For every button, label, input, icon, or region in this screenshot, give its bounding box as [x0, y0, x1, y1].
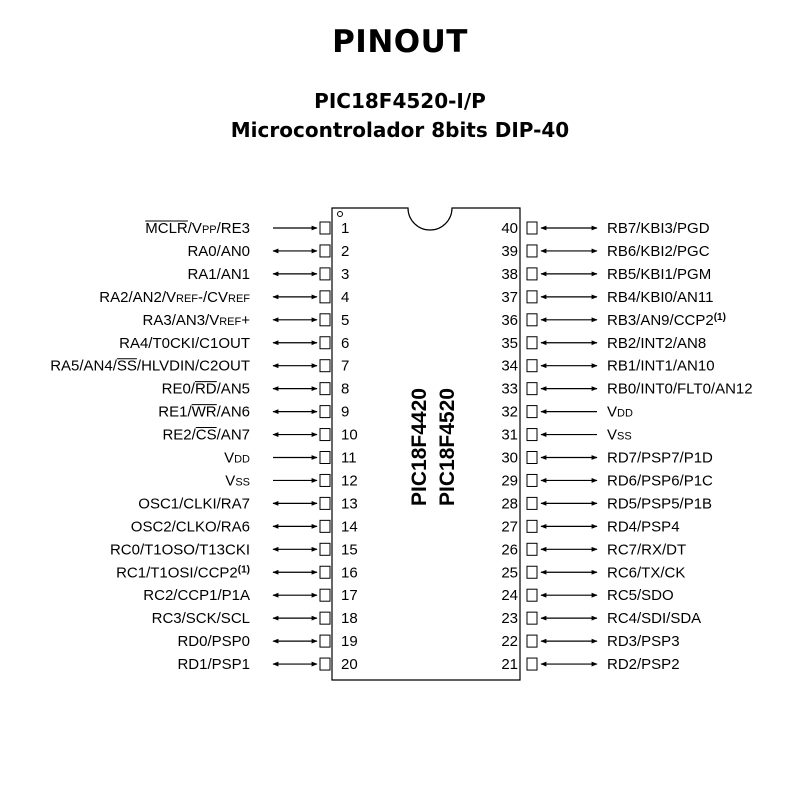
- chip-label-pic18f4420: PIC18F4420: [408, 388, 431, 506]
- pin-number: 13: [341, 495, 358, 513]
- pin-pad: [320, 566, 330, 578]
- pin-32: [501, 404, 633, 421]
- pin-pad: [527, 635, 537, 647]
- pin-7: [50, 358, 349, 375]
- pin-number: 28: [501, 495, 518, 513]
- pin-34-label: RB1/INT1/AN10: [607, 357, 715, 375]
- pin-16: [116, 564, 358, 581]
- pin-13: [138, 495, 357, 512]
- pin-number: 14: [341, 518, 358, 536]
- pin-pad: [320, 314, 330, 326]
- pin-25: [501, 564, 685, 581]
- pin-number: 19: [341, 633, 358, 651]
- pin-pad: [527, 268, 537, 280]
- pin-number: 34: [501, 357, 518, 375]
- pin-40-label: RB7/KBI3/PGD: [607, 220, 710, 237]
- pin-pad: [320, 520, 330, 532]
- pin-pad: [320, 497, 330, 509]
- pin-23: [501, 610, 701, 627]
- pin-number: 35: [501, 334, 518, 352]
- pin-number: 37: [501, 288, 518, 306]
- pin-number: 23: [501, 610, 518, 628]
- pin-21-label: RD2/PSP2: [607, 656, 680, 674]
- pin-pad: [320, 589, 330, 601]
- pin-29: [501, 472, 713, 489]
- pin-pad: [320, 612, 330, 624]
- pin-number: 40: [501, 220, 518, 237]
- pin-number: 3: [341, 265, 350, 283]
- pin-number: 29: [501, 472, 518, 490]
- pin-number: 11: [341, 449, 357, 467]
- pin-11-label: VDD: [224, 449, 250, 467]
- pin-pad: [320, 543, 330, 555]
- pin-pad: [527, 245, 537, 257]
- pin-pad: [527, 589, 537, 601]
- pin-15-label: RC0/T1OSO/T13CKI: [109, 541, 250, 559]
- pin-pad: [527, 406, 537, 418]
- pin-14: [131, 518, 358, 535]
- pin-number: 10: [341, 426, 358, 444]
- pin-26: [501, 541, 686, 558]
- pin-21: [501, 656, 679, 673]
- pin-40: [501, 220, 709, 237]
- pin-37: [501, 289, 713, 306]
- pin-18: [152, 610, 358, 627]
- pin-pad: [527, 314, 537, 326]
- pin-12-label: VSS: [225, 472, 250, 490]
- pin-33: [501, 381, 752, 398]
- pin-pad: [527, 383, 537, 395]
- pin-34: [501, 358, 714, 375]
- pin-4: [99, 289, 349, 306]
- pin-5-label: RA3/AN3/VREF+: [142, 311, 250, 329]
- pin-26-label: RC7/RX/DT: [607, 541, 687, 559]
- pin-pad: [320, 452, 330, 464]
- pin-4-label: RA2/AN2/VREF-/CVREF: [99, 288, 250, 306]
- pin-20: [177, 656, 357, 673]
- pin-number: 5: [341, 311, 350, 329]
- pin-6: [119, 335, 349, 352]
- pin-pad: [320, 222, 330, 234]
- pin-pad: [320, 658, 330, 670]
- pin-pad: [320, 245, 330, 257]
- pin-8: [162, 381, 350, 398]
- pin-39-label: RB6/KBI2/PGC: [607, 242, 710, 260]
- pin-pad: [527, 452, 537, 464]
- pin-20-label: RD1/PSP1: [177, 656, 250, 674]
- pin-7-label: RA5/AN4/SS/HLVDIN/C2OUT: [50, 357, 250, 375]
- pin-22-label: RD3/PSP3: [607, 633, 680, 651]
- pin-1: [145, 220, 349, 237]
- pin-pad: [527, 612, 537, 624]
- pin-37-label: RB4/KBI0/AN11: [607, 288, 714, 306]
- pin-31: [501, 427, 631, 444]
- pin-2: [187, 243, 349, 260]
- pin-number: 24: [501, 587, 518, 605]
- pin-35: [501, 335, 706, 352]
- pin-number: 32: [501, 403, 518, 421]
- pin-38-label: RB5/KBI1/PGM: [607, 265, 712, 283]
- pin-38: [501, 266, 711, 283]
- part-number: PIC18F4520-I/P: [314, 89, 486, 113]
- pin-10: [162, 427, 357, 444]
- pin-33-label: RB0/INT0/FLT0/AN12: [607, 380, 753, 398]
- pin-pad: [320, 406, 330, 418]
- pin-31-label: VSS: [607, 426, 632, 444]
- pin-1-label: MCLR/VPP/RE3: [145, 220, 250, 237]
- pin-pad: [527, 543, 537, 555]
- pin-35-label: RB2/INT2/AN8: [607, 334, 707, 352]
- pin-6-label: RA4/T0CKI/C1OUT: [119, 334, 250, 352]
- pin-29-label: RD6/PSP6/P1C: [607, 472, 713, 490]
- pin-28-label: RD5/PSP5/P1B: [607, 495, 713, 513]
- pin-9-label: RE1/WR/AN6: [158, 403, 250, 421]
- pin-17-label: RC2/CCP1/P1A: [143, 587, 250, 605]
- pin-number: 8: [341, 380, 350, 398]
- pin-number: 20: [341, 656, 358, 674]
- pin-pad: [527, 474, 537, 486]
- pin-36: [501, 312, 726, 329]
- pin-16-label: RC1/T1OSI/CCP2$^{(1)}$: [116, 564, 250, 582]
- pin-pad: [527, 520, 537, 532]
- pin-number: 7: [341, 357, 350, 375]
- pin-19: [177, 633, 357, 650]
- pin-number: 18: [341, 610, 358, 628]
- pin-number: 2: [341, 242, 350, 260]
- pin-number: 33: [501, 380, 518, 398]
- pin-2-label: RA0/AN0: [187, 242, 250, 260]
- pin-number: 12: [341, 472, 358, 490]
- pin-pad: [320, 635, 330, 647]
- pin-15: [110, 541, 358, 558]
- pin-number: 25: [501, 564, 518, 582]
- pin-pad: [320, 383, 330, 395]
- pin-number: 6: [341, 334, 350, 352]
- pin-27-label: RD4/PSP4: [607, 518, 680, 536]
- pin-25-label: RC6/TX/CK: [607, 564, 686, 582]
- pin-number: 26: [501, 541, 518, 559]
- pin-32-label: VDD: [607, 403, 633, 421]
- left-pin-column: [50, 220, 357, 673]
- pin-number: 27: [501, 518, 518, 536]
- pin-23-label: RC4/SDI/SDA: [607, 610, 702, 628]
- pin-39: [501, 243, 709, 260]
- pin-18-label: RC3/SCK/SCL: [151, 610, 250, 628]
- pin-17: [143, 587, 357, 604]
- pin-number: 16: [341, 564, 358, 582]
- pin-24-label: RC5/SDO: [607, 587, 674, 605]
- pin-pad: [527, 658, 537, 670]
- pin-number: 15: [341, 541, 358, 559]
- pin-24: [501, 587, 673, 604]
- pin-number: 39: [501, 242, 518, 260]
- chip-label-pic18f4520: PIC18F4520: [436, 388, 459, 506]
- pin-pad: [527, 337, 537, 349]
- pin-pad: [527, 291, 537, 303]
- pin-number: 21: [501, 656, 518, 674]
- pin-5: [143, 312, 350, 329]
- pin-3-label: RA1/AN1: [187, 265, 250, 283]
- pin-28: [501, 495, 712, 512]
- pin-30-label: RD7/PSP7/P1D: [607, 449, 713, 467]
- pin-30: [501, 450, 713, 467]
- pin-number: 4: [341, 288, 350, 306]
- page-heading: PINOUT: [332, 24, 468, 60]
- pin-pad: [320, 429, 330, 441]
- pin-36-label: RB3/AN9/CCP2$^{(1)}$: [607, 311, 726, 329]
- pin-22: [501, 633, 679, 650]
- pin-number: 30: [501, 449, 518, 467]
- pin-14-label: OSC2/CLKO/RA6: [130, 518, 250, 536]
- pin-number: 9: [341, 403, 350, 421]
- pin-number: 1: [341, 220, 350, 237]
- right-pin-column: [501, 220, 752, 673]
- pin-pad: [527, 360, 537, 372]
- pin-9: [158, 404, 349, 421]
- pin-3: [187, 266, 349, 283]
- pin-pad: [320, 291, 330, 303]
- pin-10-label: RE2/CS/AN7: [162, 426, 250, 444]
- pin-number: 38: [501, 265, 518, 283]
- pin-number: 17: [341, 587, 358, 605]
- pin-13-label: OSC1/CLKI/RA7: [138, 495, 250, 513]
- pin-19-label: RD0/PSP0: [177, 633, 250, 651]
- pin-pad: [320, 474, 330, 486]
- pin-number: 22: [501, 633, 518, 651]
- subtitle: Microcontrolador 8bits DIP-40: [230, 118, 570, 142]
- pin-pad: [527, 222, 537, 234]
- pin-pad: [527, 429, 537, 441]
- pin-27: [501, 518, 679, 535]
- pin-8-label: RE0/RD/AN5: [161, 380, 250, 398]
- pin-pad: [320, 360, 330, 372]
- pin-pad: [320, 337, 330, 349]
- pin-pad: [527, 566, 537, 578]
- pin-number: 31: [501, 426, 518, 444]
- pin-number: 36: [501, 311, 518, 329]
- pin-pad: [527, 497, 537, 509]
- pin-pad: [320, 268, 330, 280]
